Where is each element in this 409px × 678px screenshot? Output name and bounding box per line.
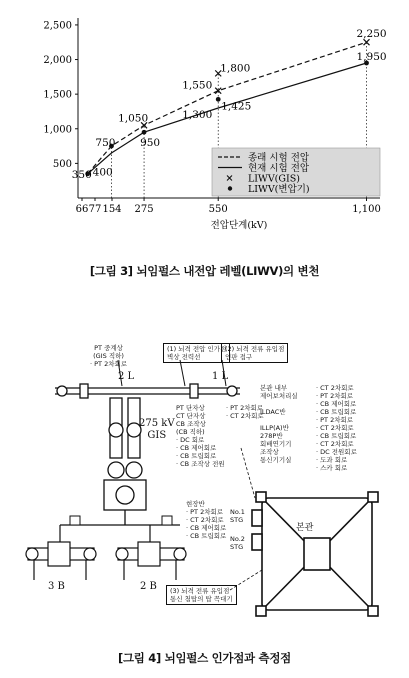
gis-kv-label: 275 kV GIS — [139, 418, 175, 441]
x-tick-label: 275 — [134, 204, 154, 215]
transformer-marker — [216, 97, 221, 102]
y-tick-label: 1,500 — [43, 89, 72, 101]
legend-entry: 현재 시험 전압 — [248, 163, 310, 174]
bay-2b-equipment — [116, 525, 186, 580]
building-label: 본관 — [296, 523, 314, 533]
data-label: 2,250 — [356, 28, 387, 41]
x-tick-label: 154 — [102, 204, 122, 215]
bay-3b-label: 3 B — [48, 581, 65, 592]
box-voltage-injection: (1) 뇌격 전압 인가점 벽상 전력선 — [163, 343, 230, 363]
x-axis-label: 전압단계(kV) — [210, 220, 268, 231]
box-tower-inflow: (3) 뇌격 전류 유입점 통신 첨탑의 탑 꼭대기 — [166, 585, 237, 605]
building-rooms-list: 본관 내부 제어보처리실 ILDAC반 ILLP(A)반 278P반 회배연기기 조작상 통신기기실 — [260, 384, 298, 464]
field-panels — [70, 516, 172, 525]
figure3-caption: [그림 3] 뇌임펄스 내전압 레벨(LIWV)의 변천 — [89, 264, 320, 278]
field-panel-list: 현장반 · PT 2차회로 · CT 2차회로 · CB 제어회로 · CB 트립회로 — [186, 500, 227, 540]
transformer-marker — [142, 130, 147, 135]
legend-entry: LIWV(변압기) — [248, 184, 310, 195]
pt-relay-label: PT 중계상 (GIS 직하) · PT 2차회로 — [90, 344, 128, 368]
y-tick-label: 2,500 — [43, 20, 72, 32]
data-label: 1,550 — [182, 79, 213, 92]
legend-entry: 종래 시험 전압 — [248, 152, 310, 164]
legend-entry: LIWV(GIS) — [248, 173, 300, 185]
y-tick-label: 1,000 — [43, 124, 72, 136]
x-tick-label: 1,100 — [352, 204, 381, 215]
line-2l-label: 2 L — [118, 371, 135, 382]
data-label: 1,300 — [182, 109, 213, 121]
liwv-chart — [0, 0, 409, 250]
y-tick-label: 500 — [52, 158, 72, 170]
bay-2b-label: 2 B — [140, 581, 157, 592]
y-tick-label: 2,000 — [43, 55, 72, 67]
data-label: 950 — [140, 137, 161, 150]
busbar — [55, 384, 240, 398]
stg1-label: No.1 STG — [230, 508, 245, 524]
data-label: 1,800 — [220, 62, 251, 75]
main-building — [252, 492, 378, 616]
box-current-inflow: (2) 뇌격 전류 유입점 인판 접구 — [221, 343, 288, 363]
gis-measurement-list: PT 단자상 CT 단자상 CB 조작상 (CB 직하) · DC 회로 · CB 제어회로 · CB 트립회로 · CB 조작상 전원 — [176, 404, 225, 468]
building-circuits-list: · CT 2차회로 · PT 2차회로 · CB 제어회로 · CB 트립회로 · PT 2차회로 · CT 2차회로 · CB 트립회로 · CT 2차회로 · DC 전원회로 · 도과 회로 · 스카 회로 — [316, 384, 357, 472]
data-label: 1,050 — [118, 112, 149, 125]
pt-ct-list: · PT 2차회로 · CT 2차회로 — [226, 404, 264, 420]
figure4-caption: [그림 4] 뇌임펄스 인가점과 측정점 — [118, 651, 291, 665]
data-label: 1,425 — [221, 100, 252, 113]
data-label: 350 — [71, 168, 92, 181]
data-label: 400 — [92, 166, 113, 179]
data-label: 750 — [95, 137, 116, 150]
x-tick-label: 77 — [88, 204, 102, 215]
legend-swatch-dot — [228, 186, 232, 190]
stg2-label: No.2 STG — [230, 535, 245, 551]
x-tick-label: 66 — [75, 204, 89, 215]
line-1l-label: 1 L — [212, 371, 229, 382]
data-label: 1,950 — [356, 51, 387, 63]
bay-3b-equipment — [26, 525, 96, 580]
arrow-marks — [118, 360, 229, 386]
x-tick-label: 550 — [208, 204, 228, 215]
